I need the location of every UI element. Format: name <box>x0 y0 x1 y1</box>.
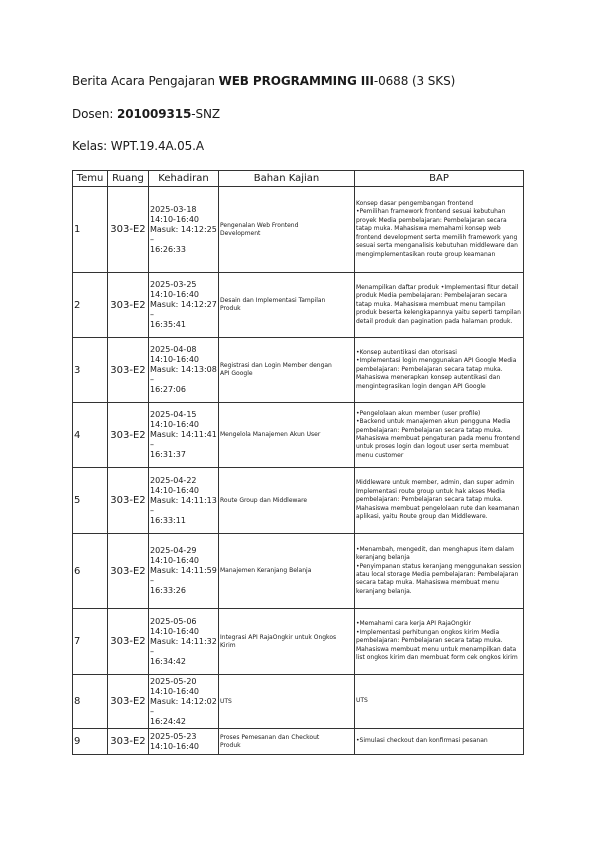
cell-bap: UTS <box>355 675 524 729</box>
cell-bap: •Pengelolaan akun member (user profile) •Backend untuk manajemen akun pengguna Media pembelajaran: Pembelajaran secara tatap muka. Mahasiswa membuat pengaturan pada menu frontend untuk proses login dan logout user serta membuat menu customer <box>355 403 524 468</box>
teaching-record-table <box>72 170 524 755</box>
cell-temu: 4 <box>73 403 108 468</box>
cell-temu: 1 <box>73 187 108 273</box>
cell-bap: Menampilkan daftar produk •Implementasi fitur detail produk Media pembelajaran: Pembelajaran secara tatap muka. Mahasiswa membuat menu tampilan produk beserta kelengkapannya yaitu seperti tampilan detail produk dan pagination pada halaman produk. <box>355 273 524 338</box>
course-code: -0688 (3 SKS) <box>373 74 456 88</box>
report-title <box>72 73 455 89</box>
table-row <box>73 468 524 534</box>
cell-bap: Konsep dasar pengembangan frontend •Pemilihan framework frontend sesuai kebutuhan proyek Media pembelajaran: Pembelajaran secara tatap muka. Mahasiswa memahami konsep web frontend development serta memilih framework yang sesuai serta menganalisis kebutuhan middleware dan mengimplementasikan route group keamanan <box>355 187 524 273</box>
lecturer-line <box>72 106 220 122</box>
cell-kehadiran: 2025-04-15 14:10-16:40 Masuk: 14:11:41 – 16:31:37 <box>149 403 219 468</box>
cell-bap: Middleware untuk member, admin, dan super admin Implementasi route group untuk hak akses Media pembelajaran: Pembelajaran secara tatap muka. Mahasiswa membuat pengelolaan rute dan keamanan aplikasi, yaitu Route group dan Middleware. <box>355 468 524 534</box>
cell-ruang: 303-E2 <box>108 273 149 338</box>
title-prefix: Berita Acara Pengajaran <box>72 74 219 88</box>
cell-bahan-kajian: Manajemen Keranjang Belanja <box>219 534 355 609</box>
header-bap: BAP <box>355 171 524 187</box>
cell-kehadiran: 2025-05-06 14:10-16:40 Masuk: 14:11:32 – 16:34:42 <box>149 609 219 675</box>
table-row <box>73 338 524 403</box>
cell-temu: 6 <box>73 534 108 609</box>
cell-kehadiran: 2025-05-23 14:10-16:40 <box>149 729 219 755</box>
table-row <box>73 729 524 755</box>
cell-bahan-kajian: Integrasi API RajaOngkir untuk Ongkos Kirim <box>219 609 355 675</box>
cell-bap: •Simulasi checkout dan konfirmasi pesanan <box>355 729 524 755</box>
cell-kehadiran: 2025-03-25 14:10-16:40 Masuk: 14:12:27 – 16:35:41 <box>149 273 219 338</box>
cell-bap: •Memahami cara kerja API RajaOngkir •Implementasi perhitungan ongkos kirim Media pembelajaran: Pembelajaran secara tatap muka. Mahasiswa membuat menu untuk menampilkan data list ongkos kirim dan membuat form cek ongkos kirim <box>355 609 524 675</box>
cell-temu: 5 <box>73 468 108 534</box>
cell-bahan-kajian: UTS <box>219 675 355 729</box>
cell-temu: 3 <box>73 338 108 403</box>
course-name: WEB PROGRAMMING III <box>218 74 374 88</box>
cell-bap: •Konsep autentikasi dan otorisasi •Implementasi login menggunakan API Google Media pembelajaran: Pembelajaran secara tatap muka. Mahasiswa menerapkan konsep autentikasi dan mengintegrasikan login dengan API Google <box>355 338 524 403</box>
cell-temu: 2 <box>73 273 108 338</box>
cell-bahan-kajian: Mengelola Manajemen Akun User <box>219 403 355 468</box>
cell-ruang: 303-E2 <box>108 403 149 468</box>
cell-ruang: 303-E2 <box>108 338 149 403</box>
cell-bahan-kajian: Route Group dan Middleware <box>219 468 355 534</box>
header-ruang: Ruang <box>108 171 149 187</box>
header-temu: Temu <box>73 171 108 187</box>
lecturer-id: 201009315 <box>116 107 192 121</box>
class-line: Kelas: WPT.19.4A.05.A <box>72 139 204 153</box>
cell-kehadiran: 2025-04-08 14:10-16:40 Masuk: 14:13:08 – 16:27:06 <box>149 338 219 403</box>
cell-kehadiran: 2025-04-29 14:10-16:40 Masuk: 14:11:59 – 16:33:26 <box>149 534 219 609</box>
cell-kehadiran: 2025-04-22 14:10-16:40 Masuk: 14:11:13 – 16:33:11 <box>149 468 219 534</box>
cell-bap: •Menambah, mengedit, dan menghapus item dalam keranjang belanja •Penyimpanan status keranjang menggunakan session atau local storage Media pembelajaran: Pembelajaran secara tatap muka. Mahasiswa membuat menu keranjang belanja. <box>355 534 524 609</box>
header-bahan-kajian: Bahan Kajian <box>219 171 355 187</box>
cell-ruang: 303-E2 <box>108 534 149 609</box>
cell-bahan-kajian: Proses Pemesanan dan Checkout Produk <box>219 729 355 755</box>
table-row <box>73 609 524 675</box>
table-row <box>73 187 524 273</box>
table-header-row <box>73 171 524 187</box>
cell-ruang: 303-E2 <box>108 609 149 675</box>
table-row <box>73 534 524 609</box>
cell-kehadiran: 2025-05-20 14:10-16:40 Masuk: 14:12:02 – 16:24:42 <box>149 675 219 729</box>
cell-temu: 8 <box>73 675 108 729</box>
cell-kehadiran: 2025-03-18 14:10-16:40 Masuk: 14:12:25 – 16:26:33 <box>149 187 219 273</box>
table-row <box>73 273 524 338</box>
header-kehadiran: Kehadiran <box>149 171 219 187</box>
lecturer-code: -SNZ <box>191 107 220 121</box>
cell-temu: 7 <box>73 609 108 675</box>
table-row <box>73 403 524 468</box>
cell-bahan-kajian: Pengenalan Web Frontend Development <box>219 187 355 273</box>
cell-bahan-kajian: Registrasi dan Login Member dengan API Google <box>219 338 355 403</box>
cell-bahan-kajian: Desain dan Implementasi Tampilan Produk <box>219 273 355 338</box>
cell-ruang: 303-E2 <box>108 675 149 729</box>
cell-ruang: 303-E2 <box>108 187 149 273</box>
cell-temu: 9 <box>73 729 108 755</box>
cell-ruang: 303-E2 <box>108 729 149 755</box>
cell-ruang: 303-E2 <box>108 468 149 534</box>
table-row <box>73 675 524 729</box>
lecturer-label: Dosen: <box>72 107 117 121</box>
